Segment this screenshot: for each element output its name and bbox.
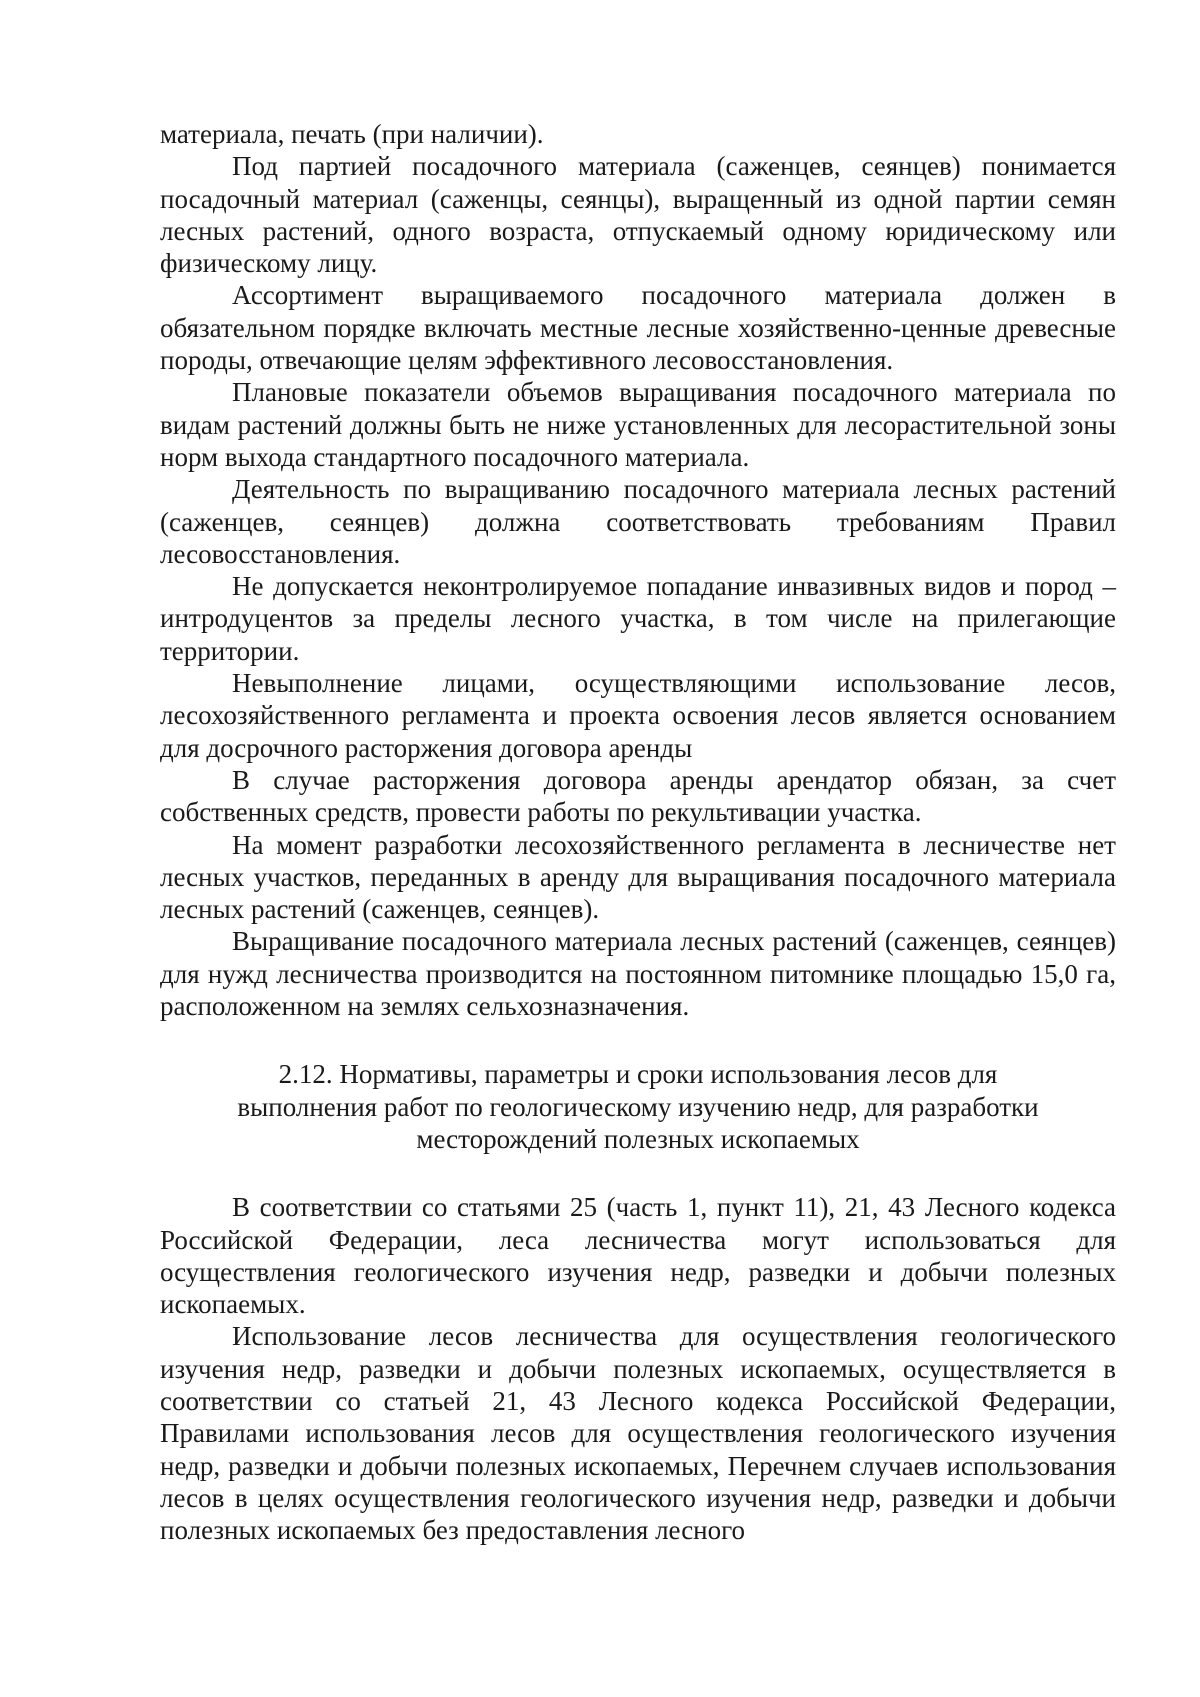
paragraph-planned-indicators: Плановые показатели объемов выращивания посадочного материала по видам растений должны быть не ниже установленных для лесорастительной зоны норм выхода стандартного посадочного материала. — [160, 377, 1116, 472]
section-heading-line: 2.12. Нормативы, параметры и сроки использования лесов для — [278, 1059, 998, 1090]
document-body — [160, 118, 1116, 1546]
section-heading-line: месторождений полезных ископаемых — [416, 1123, 860, 1154]
paragraph-usage-rules: Использование лесов лесничества для осуществления геологического изучения недр, разведки и добычи полезных ископаемых, осуществляется в соответствии со статьей 21, 43 Лесного кодекса Российской Федерации, Правилами использования лесов для осуществления геологического изучения недр, разведки и добычи полезных ископаемых, Перечнем случаев использования лесов в целях осуществления геологического изучения недр, разведки и добычи полезных ископаемых без предоставления лесного — [160, 1321, 1116, 1546]
section-heading-line: выполнения работ по геологическому изучению недр, для разработки — [237, 1091, 1039, 1122]
section-heading-2-12 — [200, 1058, 1076, 1155]
paragraph-continuation: материала, печать (при наличии). — [160, 119, 544, 149]
paragraph-assortment: Ассортимент выращиваемого посадочного материала должен в обязательном порядке включать местные лесные хозяйственно-ценные древесные породы, отвечающие целям эффективного лесовосстановления. — [160, 280, 1116, 376]
paragraph-activity-requirements: Деятельность по выращиванию посадочного материала лесных растений (саженцев, сеянцев) должна соответствовать требованиям Правил лесовосстановления. — [160, 474, 1116, 569]
paragraph-nursery: Выращивание посадочного материала лесных растений (саженцев, сеянцев) для нужд лесничества производится на постоянном питомнике площадью 15,0 га, расположенном на землях сельхозназначения. — [160, 926, 1116, 1022]
paragraph-legal-basis: В соответствии со статьями 25 (часть 1, пункт 11), 21, 43 Лесного кодекса Российской Федерации, леса лесничества могут использоваться для осуществления геологического изучения недр, разведки и добычи полезных ископаемых. — [160, 1192, 1116, 1320]
paragraph-lease-termination: В случае расторжения договора аренды арендатор обязан, за счет собственных средств, провести работы по рекультивации участка. — [160, 764, 1116, 828]
paragraph-planting-batch: Под партией посадочного материала (саженцев, сеянцев) понимается посадочный материал (саженцы, сеянцы), выращенный из одной партии семян лесных растений, одного возраста, отпускаемый одному юридическому или физическому лицу. — [160, 151, 1116, 279]
paragraph-invasive-species: Не допускается неконтролируемое попадание инвазивных видов и пород – интродуцентов за пределы лесного участка, в том числе на прилегающие территории. — [160, 571, 1116, 666]
paragraph-no-leased-plots: На момент разработки лесохозяйственного регламента в лесничестве нет лесных участков, переданных в аренду для выращивания посадочного материала лесных растений (саженцев, сеянцев). — [160, 829, 1116, 925]
paragraph-non-compliance: Невыполнение лицами, осуществляющими использование лесов, лесохозяйственного регламента и проекта освоения лесов является основанием для досрочного расторжения договора аренды — [160, 668, 1116, 763]
